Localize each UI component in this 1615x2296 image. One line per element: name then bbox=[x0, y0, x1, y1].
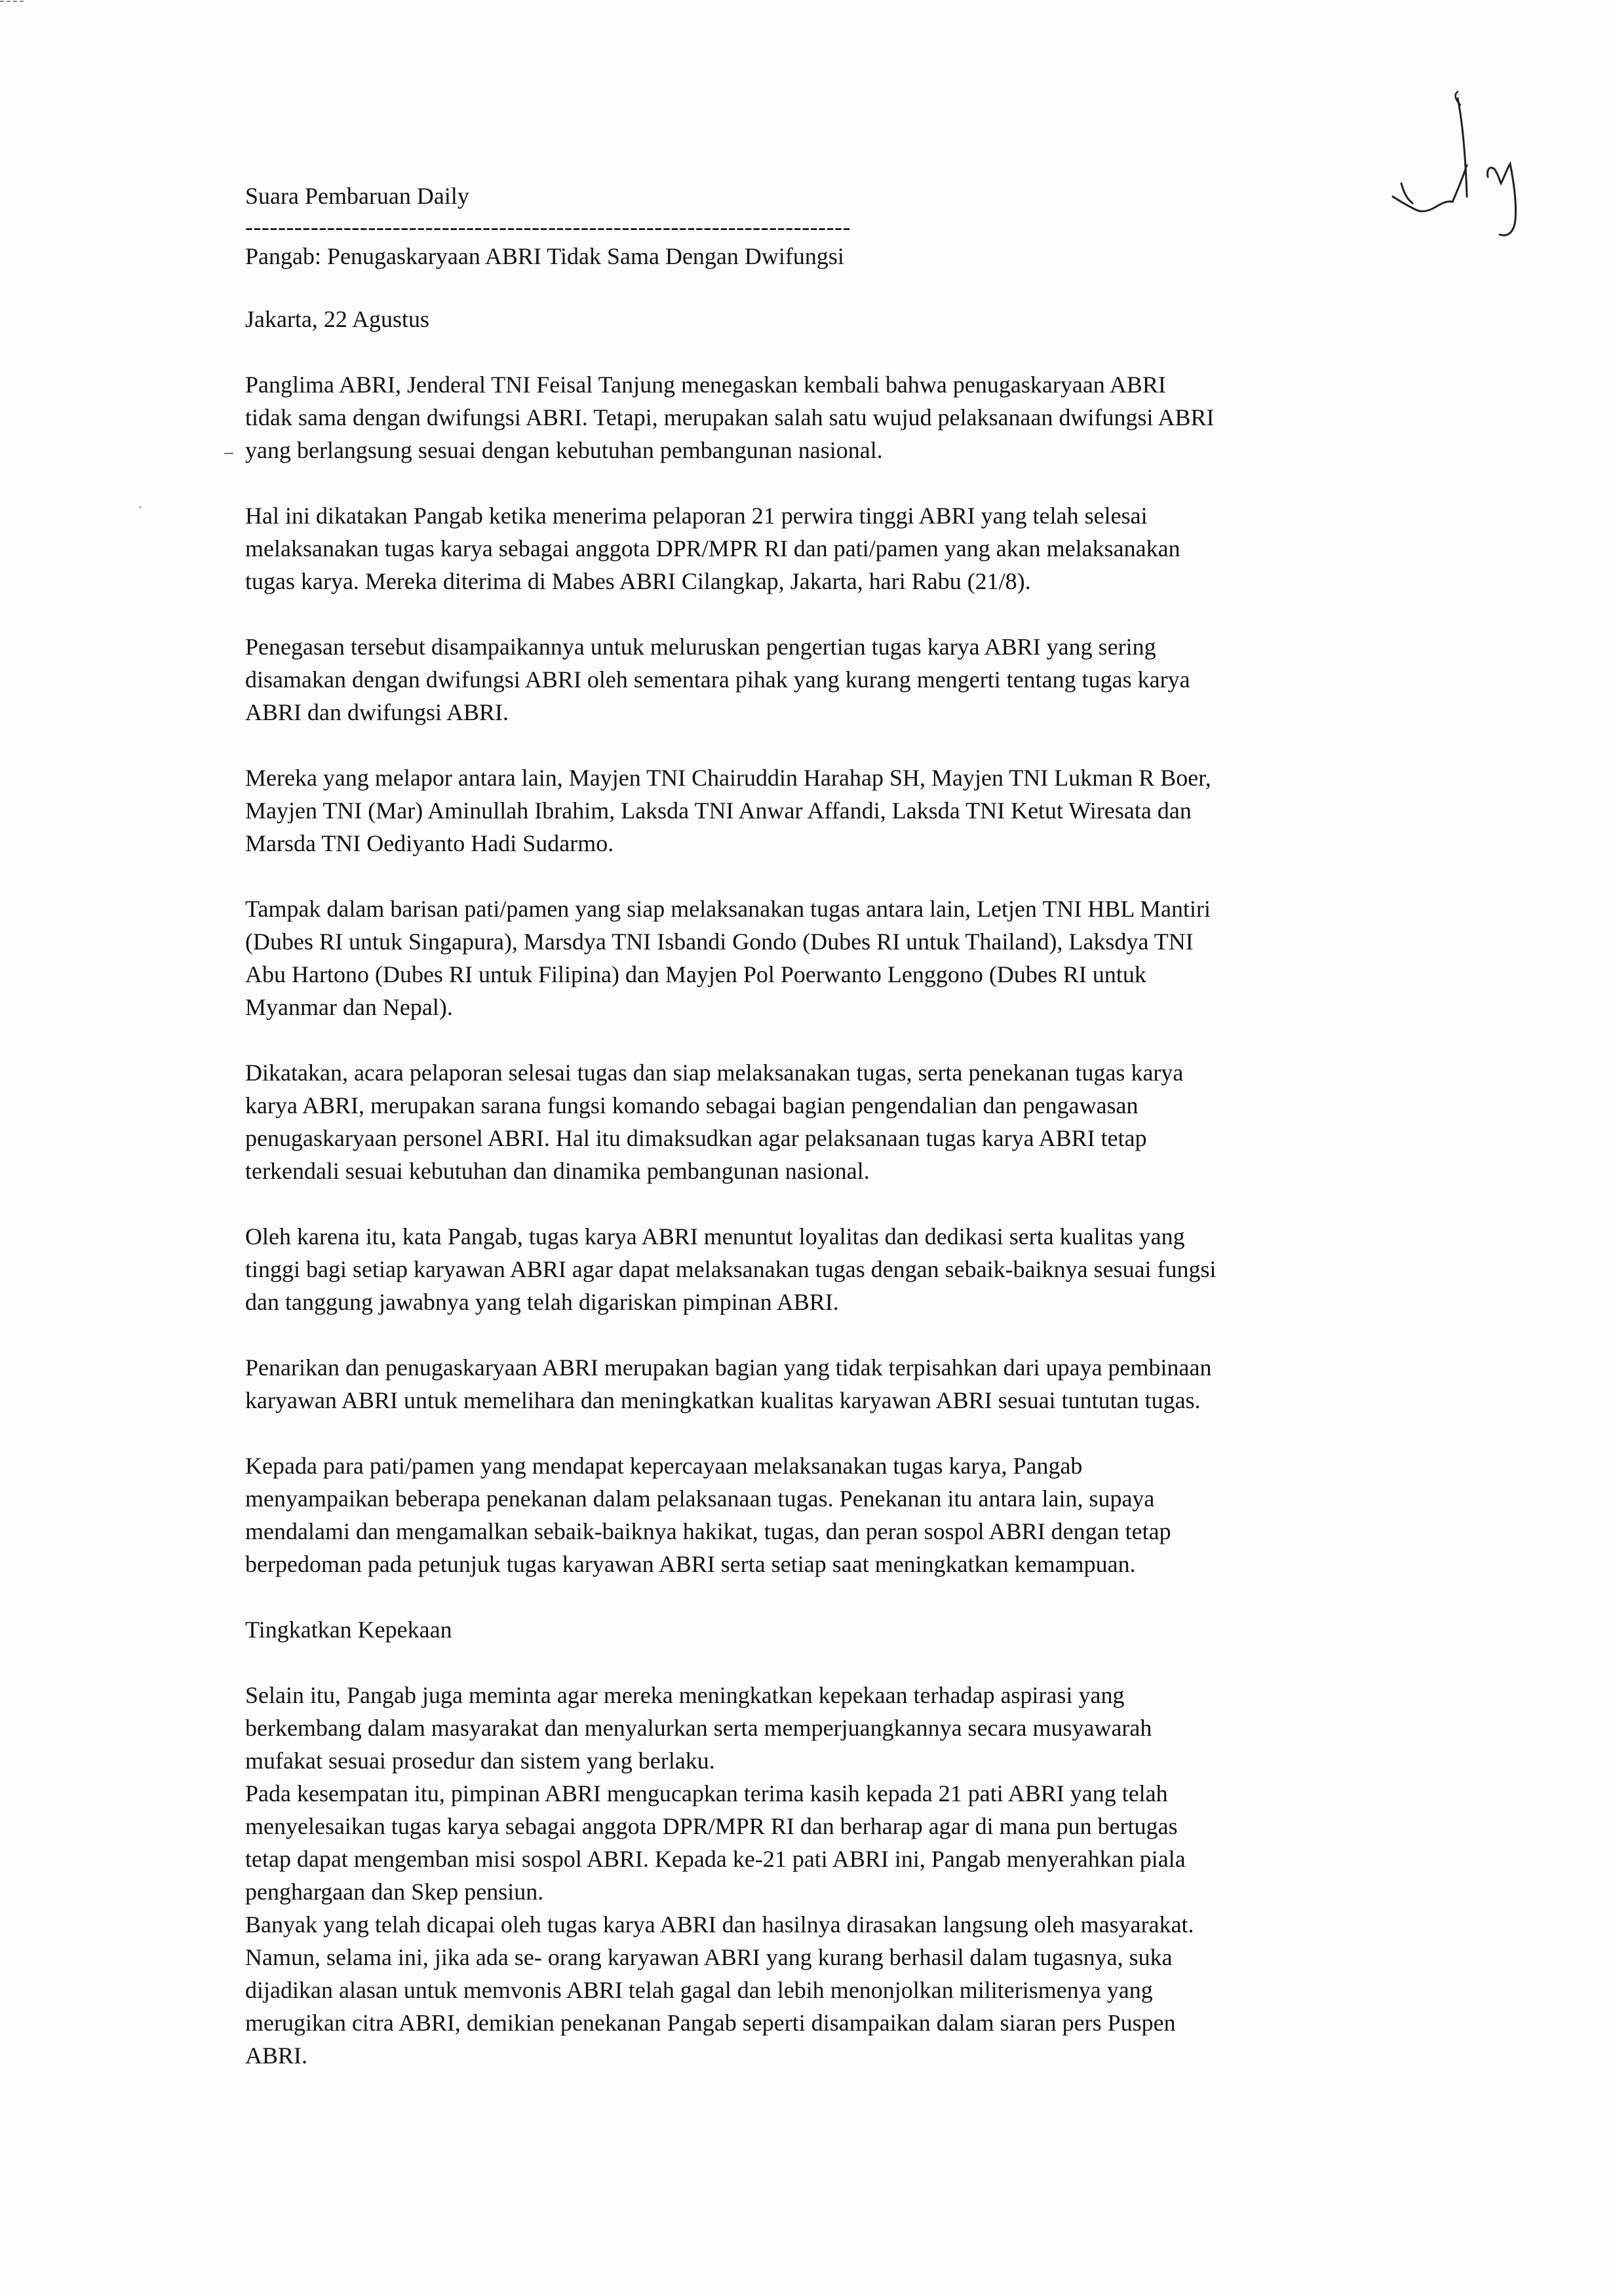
separator-line: -------------------------------------------------------------------------- bbox=[245, 214, 851, 240]
text-line: Penarikan dan penugaskaryaan ABRI merupakan bagian yang tidak terpisahkan dari upaya pembinaan bbox=[245, 1354, 1212, 1381]
paragraph-5 bbox=[245, 892, 1399, 1024]
paragraph-6 bbox=[245, 1056, 1399, 1187]
text-line: mufakat sesuai prosedur dan sistem yang berlaku. bbox=[245, 1748, 715, 1774]
paragraph-1 bbox=[245, 368, 1399, 467]
text-line: terkendali sesuai kebutuhan dan dinamika pembangunan nasional. bbox=[245, 1158, 870, 1184]
text-line: tugas karya. Mereka diterima di Mabes ABRI Cilangkap, Jakarta, hari Rabu (21/8). bbox=[245, 568, 1031, 594]
paragraph-11 bbox=[245, 1777, 1399, 1908]
text-line: Marsda TNI Oediyanto Hadi Sudarmo. bbox=[245, 830, 614, 856]
text-line: Abu Hartono (Dubes RI untuk Filipina) dan Mayjen Pol Poerwanto Lenggono (Dubes RI untuk bbox=[245, 961, 1146, 987]
text-line: melaksanakan tugas karya sebagai anggota DPR/MPR RI dan pati/pamen yang akan melaksanakan bbox=[245, 535, 1180, 562]
paragraph-2 bbox=[245, 499, 1399, 598]
paragraph-8 bbox=[245, 1351, 1399, 1417]
article-body bbox=[245, 180, 1399, 2072]
paragraph-9 bbox=[245, 1449, 1399, 1580]
paragraph-12 bbox=[245, 1908, 1399, 2072]
section-subheading: Tingkatkan Kepekaan bbox=[245, 1617, 452, 1643]
text-line: Mayjen TNI (Mar) Aminullah Ibrahim, Laksda TNI Anwar Affandi, Laksda TNI Ketut Wiresata dan bbox=[245, 797, 1192, 824]
text-line: Mereka yang melapor antara lain, Mayjen TNI Chairuddin Harahap SH, Mayjen TNI Lukman R Boer, bbox=[245, 765, 1211, 791]
text-line: Myanmar dan Nepal). bbox=[245, 994, 453, 1020]
text-line: tetap dapat mengemban misi sospol ABRI. Kepada ke-21 pati ABRI ini, Pangab menyerahkan piala bbox=[245, 1846, 1186, 1872]
margin-dot bbox=[139, 506, 142, 508]
text-line: Penegasan tersebut disampaikannya untuk meluruskan pengertian tugas karya ABRI yang sering bbox=[245, 634, 1156, 660]
text-line: Tampak dalam barisan pati/pamen yang siap melaksanakan tugas antara lain, Letjen TNI HBL Mantiri bbox=[245, 896, 1211, 922]
text-line: Oleh karena itu, kata Pangab, tugas karya ABRI menuntut loyalitas dan dedikasi serta kualitas yang bbox=[245, 1223, 1185, 1250]
text-line: Namun, selama ini, jika ada se- orang karyawan ABRI yang kurang berhasil dalam tugasnya, suka bbox=[245, 1944, 1173, 1970]
text-line: mendalami dan mengamalkan sebaik-baiknya hakikat, tugas, dan peran sospol ABRI dengan tetap bbox=[245, 1518, 1171, 1544]
text-line: Selain itu, Pangab juga meminta agar mereka meningkatkan kepekaan terhadap aspirasi yang bbox=[245, 1682, 1125, 1708]
paragraph-7 bbox=[245, 1220, 1399, 1318]
text-line: tidak sama dengan dwifungsi ABRI. Tetapi, merupakan salah satu wujud pelaksanaan dwifungsi ABRI bbox=[245, 404, 1215, 430]
text-line: dan tanggung jawabnya yang telah digariskan pimpinan ABRI. bbox=[245, 1289, 839, 1315]
text-line: karyawan ABRI untuk memelihara dan meningkatkan kualitas karyawan ABRI sesuai tuntutan tugas. bbox=[245, 1387, 1201, 1413]
text-line: Dikatakan, acara pelaporan selesai tugas dan siap melaksanakan tugas, serta penekanan tugas karya bbox=[245, 1060, 1184, 1086]
text-line: karya ABRI, merupakan sarana fungsi komando sebagai bagian pengendalian dan pengawasan bbox=[245, 1092, 1138, 1119]
text-line: berkembang dalam masyarakat dan menyalurkan serta memperjuangkannya secara musyawarah bbox=[245, 1715, 1152, 1741]
text-line: Hal ini dikatakan Pangab ketika menerima pelaporan 21 perwira tinggi ABRI yang telah selesai bbox=[245, 503, 1148, 529]
article-headline: Pangab: Penugaskaryaan ABRI Tidak Sama Dengan Dwifungsi bbox=[245, 243, 844, 269]
text-line: Kepada para pati/pamen yang mendapat kepercayaan melaksanakan tugas karya, Pangab bbox=[245, 1453, 1083, 1479]
text-line: penghargaan dan Skep pensiun. bbox=[245, 1879, 544, 1905]
text-line: tinggi bagi setiap karyawan ABRI agar dapat melaksanakan tugas dengan sebaik-baiknya sesuai fungsi bbox=[245, 1256, 1216, 1282]
text-line: (Dubes RI untuk Singapura), Marsdya TNI Isbandi Gondo (Dubes RI untuk Thailand), Laksdya TNI bbox=[245, 928, 1194, 955]
paragraph-4 bbox=[245, 761, 1399, 860]
margin-mark bbox=[224, 452, 233, 455]
paragraph-3 bbox=[245, 630, 1399, 729]
article-dateline: Jakarta, 22 Agustus bbox=[245, 306, 429, 332]
text-line: Banyak yang telah dicapai oleh tugas karya ABRI dan hasilnya dirasakan langsung oleh masyarakat. bbox=[245, 1911, 1194, 1938]
text-line: Panglima ABRI, Jenderal TNI Feisal Tanjung menegaskan kembali bahwa penugaskaryaan ABRI bbox=[245, 372, 1166, 398]
handwritten-initials bbox=[1390, 85, 1534, 242]
text-line: berpedoman pada petunjuk tugas karyawan ABRI serta setiap saat meningkatkan kemampuan. bbox=[245, 1551, 1136, 1577]
text-line: disamakan dengan dwifungsi ABRI oleh sementara pihak yang kurang mengerti tentang tugas karya bbox=[245, 666, 1190, 693]
publication-source: Suara Pembaruan Daily bbox=[245, 183, 469, 209]
text-line: ABRI. bbox=[245, 2042, 308, 2069]
text-line: yang berlangsung sesuai dengan kebutuhan pembangunan nasional. bbox=[245, 437, 883, 463]
text-line: Pada kesempatan itu, pimpinan ABRI mengucapkan terima kasih kepada 21 pati ABRI yang telah bbox=[245, 1780, 1168, 1807]
text-line: dijadikan alasan untuk memvonis ABRI telah gagal dan lebih menonjolkan militerismenya yang bbox=[245, 1977, 1153, 2003]
text-line: ABRI dan dwifungsi ABRI. bbox=[245, 699, 509, 725]
paragraph-10 bbox=[245, 1679, 1399, 1777]
text-line: penugaskaryaan personel ABRI. Hal itu dimaksudkan agar pelaksanaan tugas karya ABRI tetap bbox=[245, 1125, 1147, 1151]
text-line: menyelesaikan tugas karya sebagai anggota DPR/MPR RI dan berharap agar di mana pun bertugas bbox=[245, 1813, 1178, 1839]
corner-scan-mark bbox=[0, 0, 26, 3]
text-line: menyampaikan beberapa penekanan dalam pelaksanaan tugas. Penekanan itu antara lain, supaya bbox=[245, 1485, 1155, 1512]
text-line: merugikan citra ABRI, demikian penekanan Pangab seperti disampaikan dalam siaran pers Puspen bbox=[245, 2010, 1176, 2036]
